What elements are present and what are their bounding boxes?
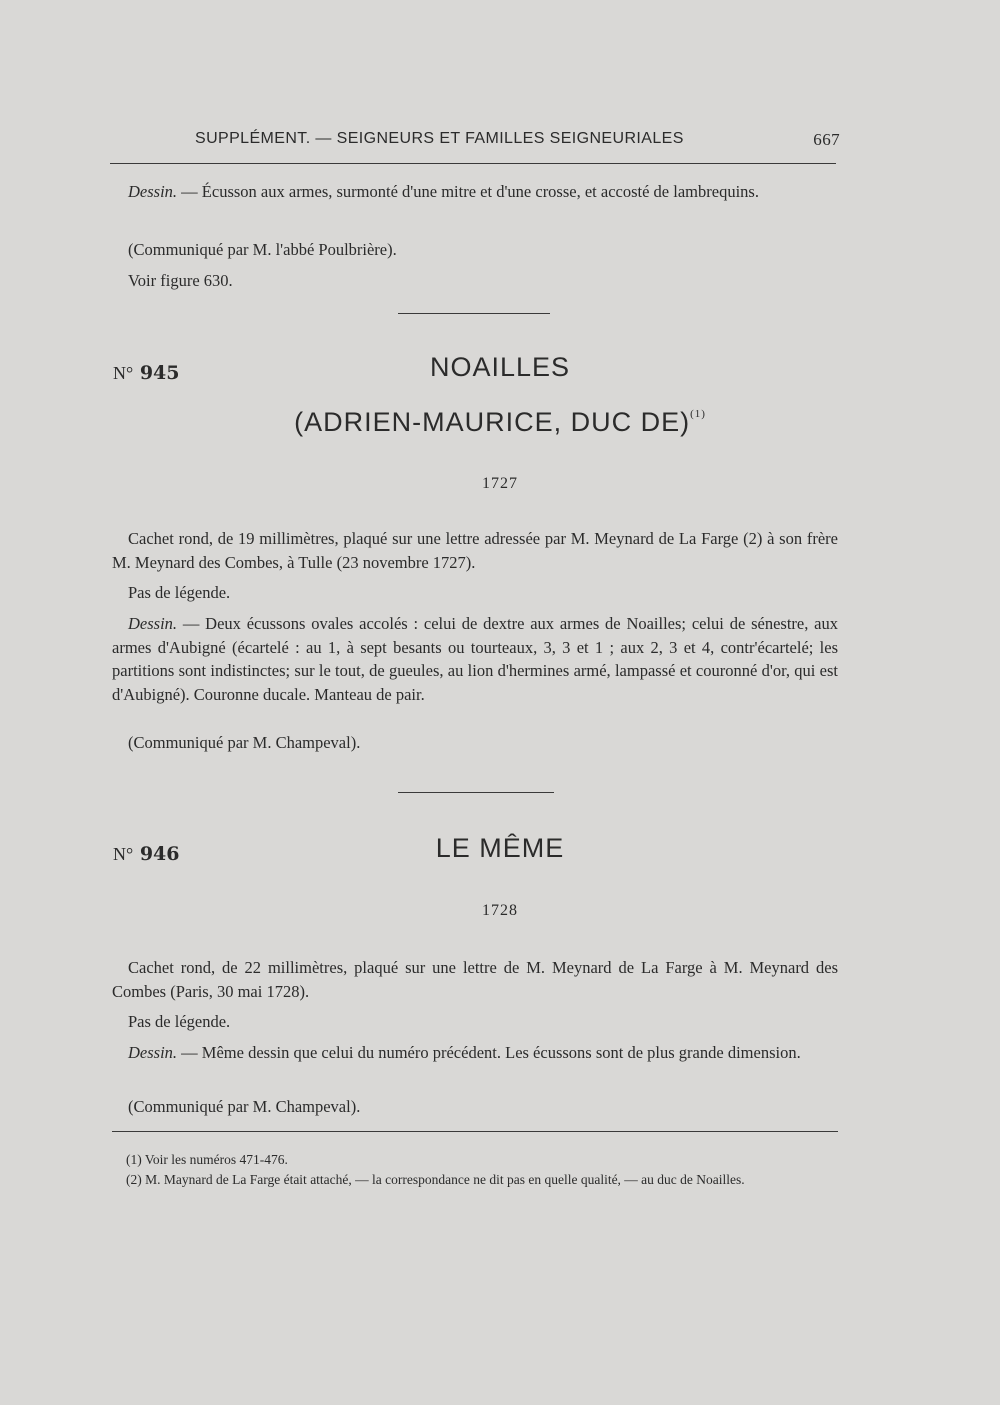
dessin-text: — Même dessin que celui du numéro précédent. Les écussons sont de plus grande dimension.	[177, 1043, 801, 1062]
footnote-rule	[112, 1131, 838, 1132]
footnote-2: (2) M. Maynard de La Farge était attaché, — la correspondance ne dit pas en quelle qualité, — au duc de Noailles.	[126, 1172, 745, 1187]
dessin-text: — Écusson aux armes, surmonté d'une mitre et d'une crosse, et accosté de lambrequins.	[177, 182, 759, 201]
entry-description: Cachet rond, de 19 millimètres, plaqué sur une lettre adressée par M. Meynard de La Farge (2) à son frère M. Meynard des Combes, à Tulle (23 novembre 1727).	[112, 529, 838, 572]
entry-dessin-paragraph	[112, 1041, 838, 1065]
entry-dessin-paragraph	[112, 612, 838, 706]
entry-year: 1728	[482, 902, 518, 919]
header-rule	[110, 163, 836, 164]
dessin-text: — Deux écussons ovales accolés : celui de dextre aux armes de Noailles; celui de sénestre, aux armes d'Aubigné (écartelé : au 1, à sept besants ou tourteaux, 3, 3 et 1 ; aux 2, 3 et 4, contr'écartelé; les partitions sont indistinctes; sur le tout, de gueules, au lion d'hermines armé, lampassé et couronné d'or, qui est d'Aubigné). Couronne ducale. Manteau de pair.	[112, 614, 838, 704]
entry-subtitle: (ADRIEN-MAURICE, DUC DE)$^{(1)}$	[294, 407, 706, 437]
dessin-label: Dessin.	[128, 614, 178, 633]
intro-voir-figure: Voir figure 630.	[128, 271, 233, 290]
entry-number: N° 946	[113, 843, 180, 865]
running-title: SUPPLÉMENT. — SEIGNEURS ET FAMILLES SEIGNEURIALES	[195, 130, 684, 147]
entry-legende: Pas de légende.	[128, 1012, 231, 1031]
section-separator	[398, 313, 550, 314]
section-separator	[398, 792, 554, 793]
entry-description: Cachet rond, de 22 millimètres, plaqué sur une lettre de M. Meynard de La Farge à M. Meynard des Combes (Paris, 30 mai 1728).	[112, 958, 838, 1001]
dessin-label: Dessin.	[128, 1043, 178, 1062]
footnote-1: (1) Voir les numéros 471-476.	[126, 1152, 288, 1167]
dessin-label: Dessin.	[128, 182, 178, 201]
entry-title: LE MÊME	[435, 833, 565, 863]
entry-communique: (Communiqué par M. Champeval).	[128, 733, 361, 752]
page-number: 667	[813, 130, 840, 149]
entry-year: 1727	[482, 475, 518, 492]
entry-title: NOAILLES	[429, 352, 571, 382]
entry-communique: (Communiqué par M. Champeval).	[128, 1097, 361, 1116]
footnote-ref: (1)	[690, 408, 706, 420]
entry-legende: Pas de légende.	[128, 583, 231, 602]
intro-dessin-paragraph	[112, 180, 838, 204]
entry-number: N° 945	[113, 362, 180, 384]
intro-communique: (Communiqué par M. l'abbé Poulbrière).	[128, 240, 397, 259]
